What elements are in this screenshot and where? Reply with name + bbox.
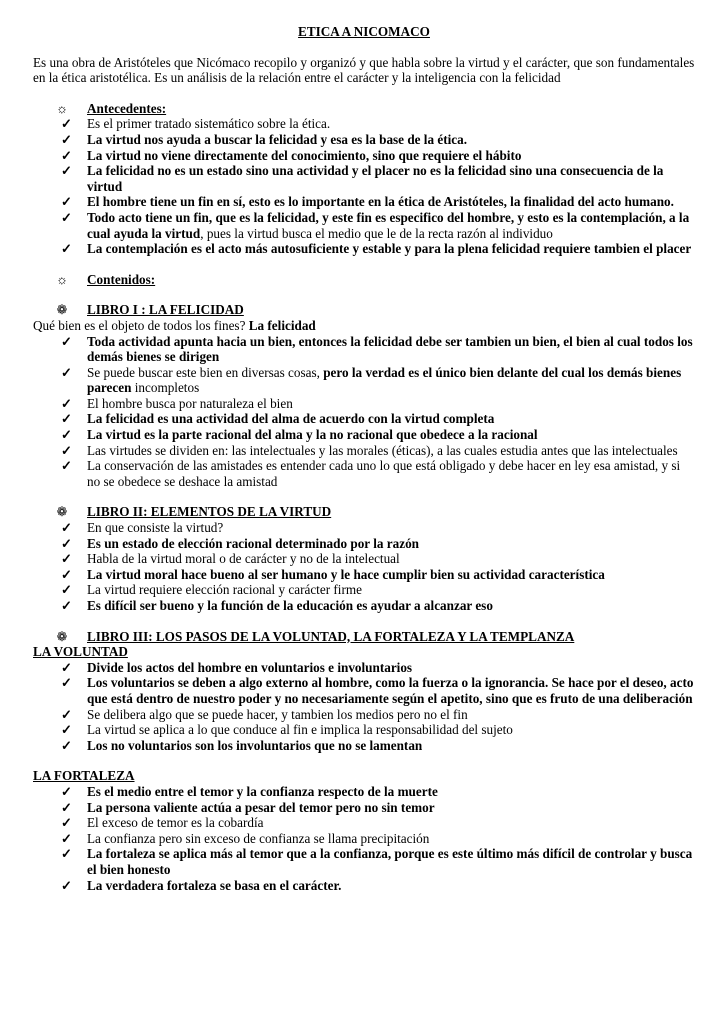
check-icon: ✓ (61, 163, 73, 179)
check-icon: ✓ (61, 442, 73, 458)
sun-bullet-icon: ☼ (55, 100, 69, 116)
libro1-label: LIBRO I : LA FELICIDAD (87, 302, 244, 318)
gear-bullet-icon: ❁ (56, 302, 68, 318)
check-icon: ✓ (61, 194, 73, 210)
list-item: ✓ Se puede buscar este bien en diversas cosas, pero la verdad es el único bien delante del cual los demás bienes parecen incompletos (61, 364, 682, 396)
list-item: ✓ La conservación de las amistades es entender cada uno lo que está obligado y debe hacer en ley esa amistad, y si no se obedece se deshace la amistad (61, 458, 681, 489)
list-item: ✓ El hombre busca por naturaleza el bien (61, 395, 293, 411)
antecedentes-heading (33, 101, 695, 117)
libro3-heading (33, 629, 695, 645)
check-icon: ✓ (61, 598, 73, 613)
fortaleza-heading: LA FORTALEZA (33, 768, 135, 784)
list-item: ✓ Todo acto tiene un fin, que es la felicidad, y este fin es especifico del hombre, y esto es la contemplación, a la cual ayuda la virtud, pues la virtud busca el medio que le de la recta razón al individuo (61, 209, 690, 241)
list-item: ✓ Es difícil ser bueno y la función de la educación es ayudar a alcanzar eso (61, 598, 493, 613)
libro2-label: LIBRO II: ELEMENTOS DE LA VIRTUD (87, 504, 332, 520)
check-icon: ✓ (61, 737, 73, 753)
list-item: ✓ El exceso de temor es la cobardía (61, 815, 264, 831)
document-page (33, 24, 695, 893)
list-item: ✓ En que consiste la virtud? (61, 520, 224, 536)
check-icon: ✓ (61, 333, 73, 349)
antecedentes-label: Antecedentes: (87, 100, 167, 116)
list-item: ✓ La felicidad no es un estado sino una actividad y el placer no es la felicidad sino una consecuencia de la virtud (61, 163, 664, 194)
list-item: ✓ Se delibera algo que se puede hacer, y tambien los medios pero no el fin (61, 706, 468, 722)
check-icon: ✓ (61, 783, 73, 799)
check-icon: ✓ (61, 675, 73, 691)
list-item: ✓ La virtud nos ayuda a buscar la felicidad y esa es la base de la ética. (61, 131, 468, 147)
list-item: ✓ La felicidad es una actividad del alma de acuerdo con la virtud completa (61, 411, 495, 427)
check-icon: ✓ (61, 815, 73, 831)
list-item: ✓ La fortaleza se aplica más al temor que a la confianza, porque es este último más difícil de controlar y busca el bien honesto (61, 846, 693, 877)
libro2-list (33, 520, 695, 614)
list-item: ✓ La virtud es la parte racional del alma y la no racional que obedece a la racional (61, 427, 538, 443)
list-item: ✓ Los voluntarios se deben a algo externo al hombre, como la fuerza o la ignorancia. Se hace por el deseo, acto que está dentro de nuestro poder y no necesariamente según el apetito, sino que es fruto de una deliberación (61, 675, 694, 706)
check-icon: ✓ (61, 520, 73, 536)
libro1-heading (33, 302, 695, 318)
list-item: ✓ Es un estado de elección racional determinado por la razón (61, 535, 419, 551)
contenidos-label: Contenidos: (87, 271, 156, 287)
check-icon: ✓ (61, 659, 73, 675)
sun-bullet-icon: ☼ (55, 271, 69, 287)
list-item: ✓ La contemplación es el acto más autosuficiente y estable y para la plena felicidad requiere tambien el placer (61, 241, 692, 257)
list-item: ✓ Toda actividad apunta hacia un bien, entonces la felicidad debe ser tambien un bien, el bien al cual todos los demás bienes se dirigen (61, 333, 693, 365)
gear-bullet-icon: ❁ (56, 504, 68, 520)
check-icon: ✓ (61, 209, 73, 225)
check-icon: ✓ (61, 427, 73, 443)
list-item: ✓ La virtud no viene directamente del conocimiento, sino que requiere el hábito (61, 147, 522, 163)
check-icon: ✓ (61, 241, 73, 257)
check-icon: ✓ (61, 147, 73, 163)
list-item: ✓ La verdadera fortaleza se basa en el carácter. (61, 877, 342, 893)
check-icon: ✓ (61, 364, 73, 380)
check-icon: ✓ (61, 706, 73, 722)
check-icon: ✓ (61, 722, 73, 738)
antecedentes-list (33, 116, 695, 256)
check-icon: ✓ (61, 582, 73, 598)
libro1-list (33, 334, 695, 490)
list-item: ✓ Los no voluntarios son los involuntarios que no se lamentan (61, 737, 423, 753)
check-icon: ✓ (61, 116, 73, 132)
check-icon: ✓ (61, 877, 73, 893)
list-item: ✓ Es el medio entre el temor y la confianza respecto de la muerte (61, 783, 438, 799)
voluntad-heading: LA VOLUNTAD (33, 644, 128, 660)
list-item: ✓ La confianza pero sin exceso de confianza se llama precipitación (61, 830, 430, 846)
list-item: ✓ La persona valiente actúa a pesar del temor pero no sin temor (61, 799, 435, 815)
check-icon: ✓ (61, 458, 73, 474)
libro1-question: Qué bien es el objeto de todos los fines? La felicidad (33, 317, 316, 333)
check-icon: ✓ (61, 566, 73, 582)
list-item: ✓ Las virtudes se dividen en: las intelectuales y las morales (éticas), a las cuales estudia antes que las intelectuales (61, 442, 678, 458)
check-icon: ✓ (61, 411, 73, 427)
list-item: ✓ La virtud requiere elección racional y carácter firme (61, 582, 362, 598)
gear-bullet-icon: ❁ (56, 628, 68, 644)
check-icon: ✓ (61, 131, 73, 147)
check-icon: ✓ (61, 535, 73, 551)
list-item: ✓ Divide los actos del hombre en voluntarios e involuntarios (61, 659, 413, 675)
check-icon: ✓ (61, 551, 73, 567)
libro3-label: LIBRO III: LOS PASOS DE LA VOLUNTAD, LA FORTALEZA Y LA TEMPLANZA (87, 628, 575, 644)
fortaleza-list (33, 784, 695, 893)
check-icon: ✓ (61, 395, 73, 411)
document-title: ETICA A NICOMACO (298, 24, 430, 39)
check-icon: ✓ (61, 799, 73, 815)
list-item: ✓ La virtud se aplica a lo que conduce al fin e implica la responsabilidad del sujeto (61, 722, 513, 738)
check-icon: ✓ (61, 830, 73, 846)
list-item: ✓ El hombre tiene un fin en sí, esto es lo importante en la ética de Aristóteles, la finalidad del acto humano. (61, 194, 674, 210)
list-item: ✓ Habla de la virtud moral o de carácter y no de la intelectual (61, 551, 400, 567)
voluntad-list (33, 660, 695, 754)
libro2-heading (33, 504, 695, 520)
list-item: ✓ Es el primer tratado sistemático sobre la ética. (61, 116, 331, 132)
list-item: ✓ La virtud moral hace bueno al ser humano y le hace cumplir bien su actividad característica (61, 566, 605, 582)
document-intro: Es una obra de Aristóteles que Nicómaco recopilo y organizó y que habla sobre la virtud y el carácter, que son fundamentales en la ética aristotélica. Es un análisis de la relación entre el carácter y la inteligencia con la felicidad (33, 54, 695, 86)
contenidos-heading (33, 272, 695, 288)
check-icon: ✓ (61, 846, 73, 862)
